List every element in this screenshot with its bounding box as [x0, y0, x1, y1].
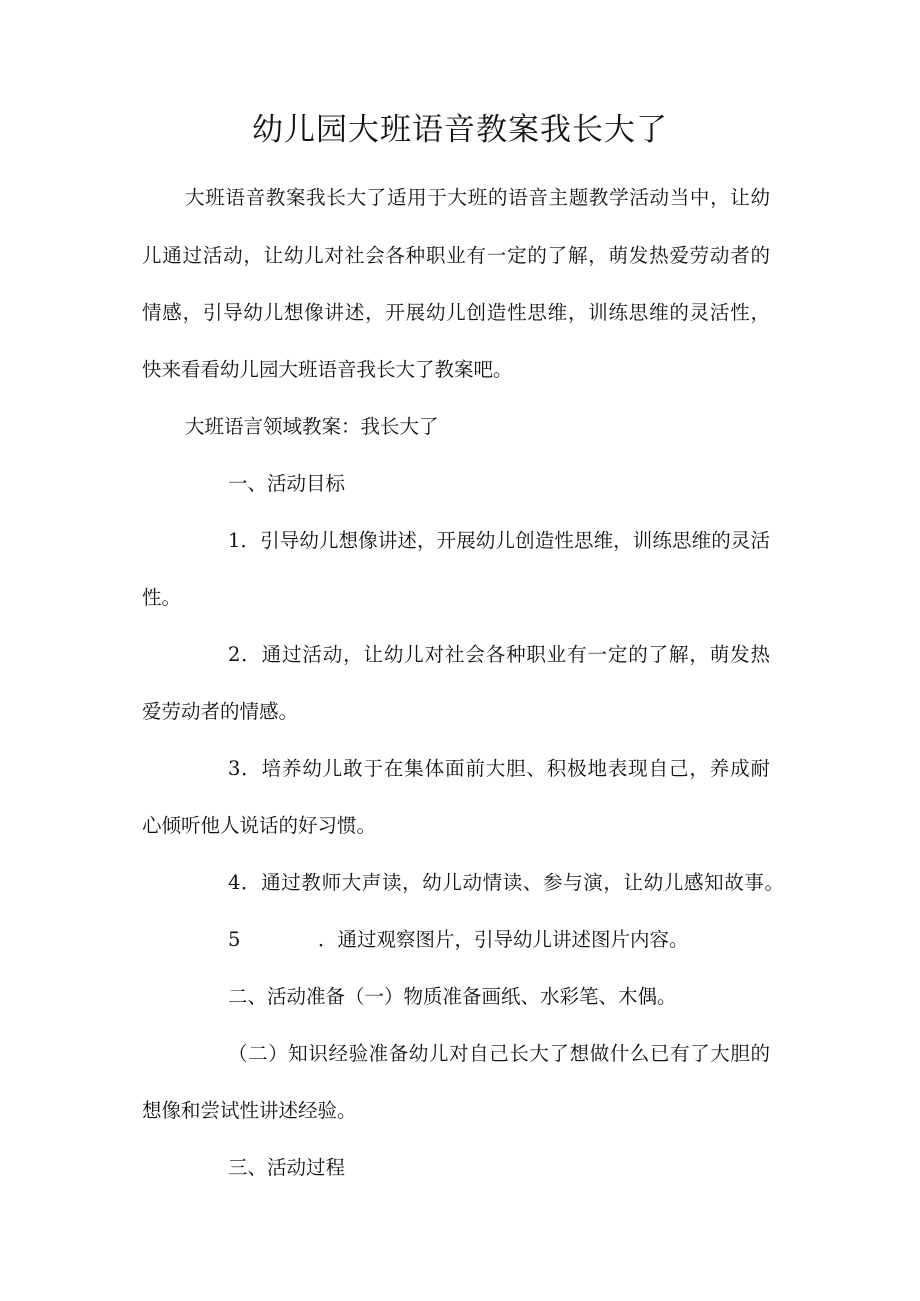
section1-heading: 一、活动目标 [228, 472, 346, 495]
document-title: 幼儿园大班语音教案我长大了 [252, 112, 668, 148]
goal-5-number: 5 [228, 928, 241, 951]
intro-line-2: 儿通过活动，让幼儿对社会各种职业有一定的了解，萌发热爱劳动者的 [142, 244, 770, 267]
goal-2-line-2: 爱劳动者的情感。 [142, 700, 299, 723]
goal-1-line-2: 性。 [142, 586, 182, 609]
knowledge-prep-line-1: （二）知识经验准备幼儿对自己长大了想做什么已有了大胆的 [228, 1042, 770, 1065]
intro-line-3: 情感，引导幼儿想像讲述，开展幼儿创造性思维，训练思维的灵活性， [142, 301, 770, 324]
goal-1-line-1: 1．引导幼儿想像讲述，开展幼儿创造性思维，训练思维的灵活 [228, 529, 770, 552]
intro-line-1: 大班语音教案我长大了适用于大班的语音主题教学活动当中，让幼 [185, 186, 770, 209]
section3-heading: 三、活动过程 [228, 1156, 346, 1179]
subtitle: 大班语言领域教案：我长大了 [185, 415, 439, 438]
goal-5-text: ．通过观察图片，引导幼儿讲述图片内容。 [318, 928, 689, 951]
intro-line-4: 快来看看幼儿园大班语音我长大了教案吧。 [142, 358, 513, 381]
goal-2-line-1: 2．通过活动，让幼儿对社会各种职业有一定的了解，萌发热 [228, 643, 770, 666]
goal-4: 4．通过教师大声读，幼儿动情读、参与演，让幼儿感知故事。 [228, 871, 784, 894]
section2-heading: 二、活动准备（一）物质准备画纸、水彩笔、木偶。 [228, 985, 677, 1008]
goal-3-line-2: 心倾听他人说话的好习惯。 [142, 814, 377, 837]
knowledge-prep-line-2: 想像和尝试性讲述经验。 [142, 1099, 357, 1122]
goal-3-line-1: 3．培养幼儿敢于在集体面前大胆、积极地表现自己，养成耐 [228, 757, 770, 780]
